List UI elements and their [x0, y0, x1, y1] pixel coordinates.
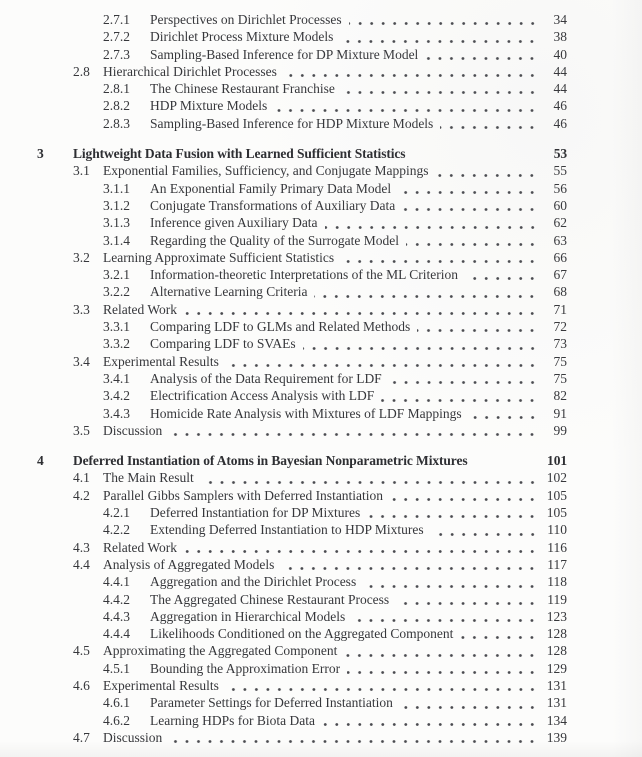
toc-entry	[37, 63, 567, 80]
toc-entry-page: 46	[553, 98, 567, 114]
toc-entry-number: 4.4.2	[103, 591, 130, 607]
dot-leader	[431, 532, 538, 537]
toc-entry	[37, 573, 567, 590]
toc-entry-number: 2.8.2	[103, 98, 130, 114]
toc-entry-page: 71	[553, 301, 567, 317]
toc-entry-title: Sampling-Based Inference for DP Mixture Model	[150, 46, 419, 62]
toc-entry	[37, 232, 567, 249]
toc-entry-title: Aggregation and the Dirichlet Process	[150, 574, 357, 590]
toc-entry-title: Deferred Instantiation for DP Mixtures	[150, 505, 361, 521]
toc-entry-page: 99	[553, 422, 567, 438]
toc-entry	[37, 625, 567, 642]
toc-entry	[37, 729, 567, 746]
toc-entry-number: 2.7.2	[103, 29, 130, 45]
toc-entry-number: 4.6	[73, 677, 90, 693]
toc-entry-page: 44	[553, 81, 567, 97]
toc-entry-number: 3.4.2	[103, 388, 130, 404]
toc-entry-title: Alternative Learning Criteria	[150, 284, 308, 300]
toc-entry-page: 46	[553, 115, 567, 131]
toc-entry	[37, 335, 567, 352]
toc-entry-number: 4.2.2	[103, 522, 130, 538]
toc-entry	[37, 145, 567, 162]
toc-entry	[37, 283, 567, 300]
dot-leader	[465, 276, 538, 281]
toc-entry	[37, 80, 567, 97]
toc-entry-page: 63	[553, 232, 567, 248]
toc-entry-title: Aggregation in Hierarchical Models	[150, 608, 346, 624]
toc-entry-title: Lightweight Data Fusion with Learned Sufficient Statistics	[73, 146, 406, 162]
dot-leader	[390, 497, 538, 502]
toc-entry-number: 2.7.3	[103, 46, 130, 62]
dot-leader	[226, 363, 538, 368]
toc-entry	[37, 642, 567, 659]
toc-entry-title: Analysis of the Data Requirement for LDF	[150, 370, 382, 386]
toc-entry-title: Comparing LDF to GLMs and Related Methods	[150, 319, 411, 335]
dot-leader	[184, 549, 538, 554]
toc-entry	[37, 422, 567, 439]
toc-entry	[37, 504, 567, 521]
toc-entry-number: 3	[37, 146, 44, 162]
toc-entry-page: 102	[546, 470, 567, 486]
toc-entry-number: 3.1.3	[103, 215, 130, 231]
toc-entry-title: Related Work	[103, 539, 178, 555]
toc-entry-title: Parallel Gibbs Samplers with Deferred Instantiation	[103, 487, 384, 503]
toc-entry-title: Discussion	[103, 422, 163, 438]
toc-entry-number: 4.6.1	[103, 695, 130, 711]
toc-entry-number: 3.4.3	[103, 405, 130, 421]
toc-entry-number: 3.3	[73, 301, 90, 317]
toc-entry-number: 3.2	[73, 249, 90, 265]
table-of-contents	[37, 11, 567, 746]
toc-entry-page: 131	[546, 695, 567, 711]
dot-leader	[201, 480, 538, 485]
dot-leader	[284, 73, 538, 78]
dot-leader	[274, 108, 538, 113]
toc-entry-number: 4.1	[73, 470, 90, 486]
toc-entry	[37, 249, 567, 266]
toc-entry-page: 117	[547, 556, 567, 572]
dot-leader	[226, 687, 538, 692]
toc-entry	[37, 370, 567, 387]
toc-entry	[37, 677, 567, 694]
dot-leader	[367, 514, 538, 519]
dot-leader	[341, 259, 538, 264]
toc-entry-number: 2.7.1	[103, 12, 130, 27]
toc-entry-page: 67	[553, 267, 567, 283]
toc-entry-number: 4.4	[73, 556, 90, 572]
dot-leader	[417, 328, 538, 333]
toc-entry-number: 4	[37, 453, 44, 469]
toc-entry-number: 3.3.2	[103, 336, 130, 352]
toc-entry-number: 4.6.2	[103, 712, 130, 728]
dot-leader	[347, 670, 538, 675]
toc-entry-page: 38	[553, 29, 567, 45]
dot-leader	[349, 21, 538, 26]
toc-entry-title: Experimental Results	[103, 677, 219, 693]
toc-entry-page: 128	[546, 643, 567, 659]
toc-entry	[37, 556, 567, 573]
toc-entry-title: The Main Result	[103, 470, 194, 486]
toc-entry-page: 44	[553, 63, 567, 79]
toc-entry	[37, 97, 567, 114]
dot-leader	[303, 346, 538, 351]
toc-entry-page: 34	[553, 12, 567, 27]
toc-entry-number: 3.4	[73, 353, 90, 369]
toc-entry-number: 3.3.1	[103, 319, 130, 335]
toc-entry-number: 4.7	[73, 729, 90, 745]
toc-entry-page: 60	[553, 197, 567, 213]
toc-entry	[37, 387, 567, 404]
toc-entry-page: 40	[553, 46, 567, 62]
toc-entry-page: 68	[553, 284, 567, 300]
toc-entry-title: Sampling-Based Inference for HDP Mixture Models	[150, 115, 434, 131]
toc-entry-title: Inference given Auxiliary Data	[150, 215, 318, 231]
toc-entry-title: Information-theoretic Interpretations of the ML Criterion	[150, 267, 459, 283]
toc-entry-page: 119	[547, 591, 567, 607]
toc-entry	[37, 214, 567, 231]
dot-leader	[381, 398, 538, 403]
toc-entry-page: 139	[546, 729, 567, 745]
toc-entry-number: 3.1	[73, 163, 90, 179]
toc-entry	[37, 452, 567, 469]
dot-leader	[440, 125, 538, 130]
toc-entry-page: 62	[553, 215, 567, 231]
toc-entry	[37, 162, 567, 179]
toc-entry-title: Approximating the Aggregated Component	[103, 643, 338, 659]
toc-entry-title: Conjugate Transformations of Auxiliary Data	[150, 197, 396, 213]
toc-entry-number: 4.4.1	[103, 574, 130, 590]
toc-entry-title: Learning Approximate Sufficient Statistics	[103, 249, 335, 265]
toc-entry-number: 4.2.1	[103, 505, 130, 521]
toc-entry-number: 4.4.3	[103, 608, 130, 624]
toc-entry	[37, 353, 567, 370]
toc-entry	[37, 469, 567, 486]
toc-entry-page: 75	[553, 353, 567, 369]
toc-entry-page: 75	[553, 370, 567, 386]
toc-entry-page: 72	[553, 319, 567, 335]
dot-leader	[363, 584, 538, 589]
toc-entry-page: 128	[546, 626, 567, 642]
toc-entry-page: 110	[547, 522, 567, 538]
toc-entry-page: 66	[553, 249, 567, 265]
toc-entry-title: Analysis of Aggregated Models	[103, 556, 275, 572]
dot-leader	[389, 380, 538, 385]
toc-entry-page: 131	[546, 677, 567, 693]
toc-entry	[37, 318, 567, 335]
dot-leader	[281, 566, 538, 571]
toc-entry-title: Exponential Families, Sufficiency, and Conjugate Mappings	[103, 163, 429, 179]
toc-entry	[37, 539, 567, 556]
toc-entry-title: Learning HDPs for Biota Data	[150, 712, 315, 728]
toc-entry-number: 3.2.2	[103, 284, 130, 300]
toc-entry-title: Homicide Rate Analysis with Mixtures of LDF Mappings	[150, 405, 462, 421]
toc-entry-title: The Aggregated Chinese Restaurant Process	[150, 591, 390, 607]
toc-entry-page: 123	[546, 608, 567, 624]
toc-entry-title: Electrification Access Analysis with LDF	[150, 388, 375, 404]
toc-entry-page: 129	[546, 660, 567, 676]
toc-entry-title: Bounding the Approximation Error	[150, 660, 341, 676]
toc-entry-number: 4.4.4	[103, 626, 130, 642]
toc-entry-page: 55	[553, 163, 567, 179]
toc-entry-page: 101	[547, 453, 567, 469]
toc-entry-title: Dirichlet Process Mixture Models	[150, 29, 334, 45]
toc-entry-page: 91	[553, 405, 567, 421]
toc-entry	[37, 487, 567, 504]
dot-leader	[396, 601, 538, 606]
dot-leader	[342, 90, 538, 95]
toc-entry-number: 3.1.2	[103, 197, 130, 213]
dot-leader	[184, 311, 538, 316]
toc-entry	[37, 608, 567, 625]
toc-entry-page: 105	[546, 505, 567, 521]
toc-entry-title: Perspectives on Dirichlet Processes	[150, 12, 342, 27]
toc-entry	[37, 405, 567, 422]
toc-entry-page: 118	[547, 574, 567, 590]
dot-leader	[425, 56, 538, 61]
toc-entry-page: 82	[553, 388, 567, 404]
toc-entry-title: Deferred Instantiation of Atoms in Bayesian Nonparametric Mixtures	[73, 453, 468, 469]
toc-entry-number: 4.5	[73, 643, 90, 659]
toc-entry-number: 3.4.1	[103, 370, 130, 386]
toc-entry-number: 3.1.4	[103, 232, 130, 248]
toc-entry-number: 3.1.1	[103, 180, 130, 196]
toc-entry-title: Related Work	[103, 301, 178, 317]
toc-entry	[37, 660, 567, 677]
toc-entry-title: The Chinese Restaurant Franchise	[150, 81, 335, 97]
dot-leader	[469, 415, 538, 420]
toc-entry-page: 56	[553, 180, 567, 196]
toc-entry	[37, 11, 567, 28]
toc-entry-title: Experimental Results	[103, 353, 219, 369]
toc-entry	[37, 46, 567, 63]
toc-entry-title: Hierarchical Dirichlet Processes	[103, 63, 277, 79]
dot-leader	[352, 618, 538, 623]
dot-leader	[322, 722, 538, 727]
toc-entry-title: Regarding the Quality of the Surrogate Model	[150, 232, 399, 248]
toc-entry-page: 73	[553, 336, 567, 352]
toc-entry	[37, 197, 567, 214]
toc-entry-number: 3.2.1	[103, 267, 130, 283]
dot-leader	[169, 739, 538, 744]
toc-entry	[37, 301, 567, 318]
toc-entry-number: 2.8.3	[103, 115, 130, 131]
toc-entry-page: 105	[546, 487, 567, 503]
dot-leader	[402, 207, 538, 212]
dot-leader	[169, 432, 538, 437]
toc-entry-title: Parameter Settings for Deferred Instantiation	[150, 695, 393, 711]
dot-leader	[340, 39, 538, 44]
toc-entry-number: 4.3	[73, 539, 90, 555]
dot-leader	[400, 705, 538, 710]
toc-entry	[37, 694, 567, 711]
toc-entry-number: 2.8.1	[103, 81, 130, 97]
toc-entry-title: Likelihoods Conditioned on the Aggregated Component	[150, 626, 454, 642]
toc-entry	[37, 591, 567, 608]
toc-entry	[37, 115, 567, 132]
toc-entry-number: 4.2	[73, 487, 90, 503]
toc-entry	[37, 266, 567, 283]
dot-leader	[435, 173, 538, 178]
dot-leader	[314, 294, 538, 299]
toc-entry	[37, 28, 567, 45]
toc-entry	[37, 180, 567, 197]
toc-entry-title: Discussion	[103, 729, 163, 745]
toc-entry-number: 3.5	[73, 422, 90, 438]
dot-leader	[344, 653, 538, 658]
toc-entry	[37, 712, 567, 729]
toc-entry-page: 134	[546, 712, 567, 728]
toc-entry-title: HDP Mixture Models	[150, 98, 268, 114]
dot-leader	[398, 190, 538, 195]
dot-leader	[406, 242, 538, 247]
toc-entry-title: An Exponential Family Primary Data Model	[150, 180, 392, 196]
toc-entry-page: 53	[553, 146, 567, 162]
toc-entry-page: 116	[547, 539, 567, 555]
dot-leader	[325, 225, 538, 230]
toc-entry-number: 4.5.1	[103, 660, 130, 676]
dot-leader	[460, 635, 538, 640]
toc-entry-title: Extending Deferred Instantiation to HDP Mixtures	[150, 522, 424, 538]
toc-entry	[37, 521, 567, 538]
toc-entry-title: Comparing LDF to SVAEs	[150, 336, 296, 352]
toc-entry-number: 2.8	[73, 63, 90, 79]
